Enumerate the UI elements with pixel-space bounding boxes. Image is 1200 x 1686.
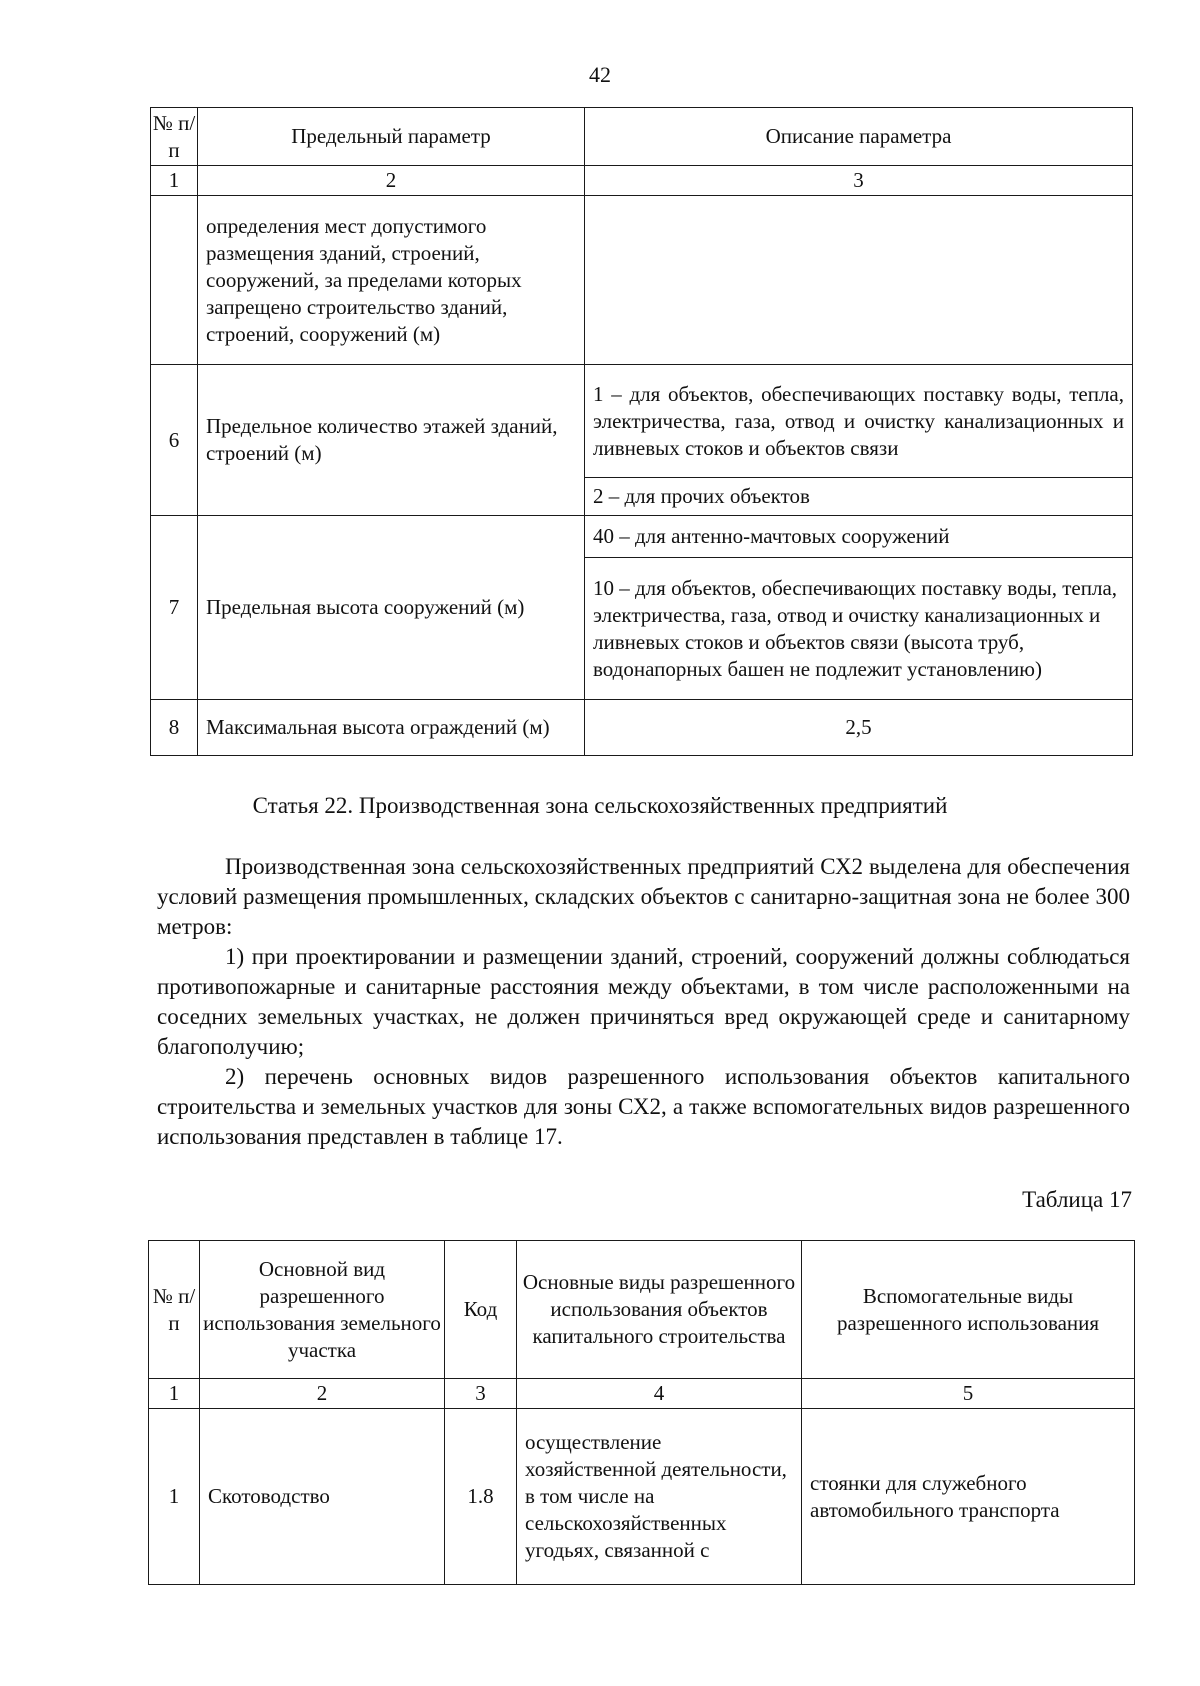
parameters-table (150, 107, 1133, 756)
col-number: 2 (198, 166, 585, 196)
table-row (151, 196, 1133, 365)
row-num: 1 (149, 1409, 200, 1585)
row-desc: 1 – для объектов, обеспечивающих поставку воды, тепла, электричества, газа, отвод и очистку канализационных и ливневых стоков и объектов связи (585, 365, 1133, 478)
table-row (149, 1409, 1135, 1585)
header-capital-use: Основные виды разрешенного использования объектов капитального строительства (517, 1241, 802, 1379)
header-aux-use: Вспомогательные виды разрешенного использования (802, 1241, 1135, 1379)
header-desc: Описание параметра (585, 108, 1133, 166)
row-param: Предельное количество этажей зданий, строений (м) (198, 365, 585, 516)
row-main-use: Скотоводство (200, 1409, 445, 1585)
row-desc: 2 – для прочих объектов (585, 478, 1133, 516)
col-number: 5 (802, 1379, 1135, 1409)
table-row (151, 516, 1133, 558)
row-num (151, 196, 198, 365)
table-row (151, 365, 1133, 478)
paragraph: 2) перечень основных видов разрешенного использования объектов капитального строительства и земельных участков для зоны СХ2, а также вспомогательных видов разрешенного использования представлен в таблице 17. (157, 1064, 1130, 1149)
article-body (157, 852, 1130, 1152)
row-param: определения мест допустимого размещения зданий, строений, сооружений, за пределами которых запрещено строительство зданий, строений, сооружений (м) (198, 196, 585, 365)
row-desc: 2,5 (585, 700, 1133, 756)
paragraph: 1) при проектировании и размещении зданий, строений, сооружений должны соблюдаться противопожарные и санитарные расстояния между объектами, в том числе расположенными на соседних земельных участках, не должен причиняться вред окружающей среде и санитарному благополучию; (157, 944, 1130, 1059)
col-number: 3 (445, 1379, 517, 1409)
table-header-row (151, 108, 1133, 166)
header-main-use: Основной вид разрешенного использования земельного участка (200, 1241, 445, 1379)
row-num: 7 (151, 516, 198, 700)
row-num: 8 (151, 700, 198, 756)
article-heading: Статья 22. Производственная зона сельскохозяйственных предприятий (252, 793, 948, 818)
row-param: Предельная высота сооружений (м) (198, 516, 585, 700)
row-aux-use: стоянки для служебного автомобильного транспорта (802, 1409, 1135, 1585)
column-number-row (149, 1379, 1135, 1409)
page-number: 42 (589, 62, 611, 87)
header-param: Предельный параметр (198, 108, 585, 166)
col-number: 1 (149, 1379, 200, 1409)
col-number: 2 (200, 1379, 445, 1409)
row-param: Максимальная высота ограждений (м) (198, 700, 585, 756)
row-desc: 10 – для объектов, обеспечивающих поставку воды, тепла, электричества, газа, отвод и очистку канализационных и ливневых стоков и объектов связи (высота труб, водонапорных башен не подлежит установлению) (585, 558, 1133, 700)
col-number: 1 (151, 166, 198, 196)
row-desc: 40 – для антенно-мачтовых сооружений (585, 516, 1133, 558)
column-number-row (151, 166, 1133, 196)
row-num: 6 (151, 365, 198, 516)
land-use-table (148, 1240, 1135, 1585)
row-capital-use: осуществление хозяйственной деятельности, в том числе на сельскохозяйственных угодьях, связанной с (517, 1409, 802, 1585)
table-row (151, 700, 1133, 756)
header-num: № п/п (151, 108, 198, 166)
paragraph: Производственная зона сельскохозяйственных предприятий СХ2 выделена для обеспечения условий размещения промышленных, складских объектов с санитарно-защитная зона не более 300 метров: (157, 854, 1130, 939)
header-num: № п/п (149, 1241, 200, 1379)
row-code: 1.8 (445, 1409, 517, 1585)
header-code: Код (445, 1241, 517, 1379)
table-caption: Таблица 17 (1022, 1187, 1132, 1212)
col-number: 3 (585, 166, 1133, 196)
row-desc (585, 196, 1133, 365)
table-header-row (149, 1241, 1135, 1379)
col-number: 4 (517, 1379, 802, 1409)
